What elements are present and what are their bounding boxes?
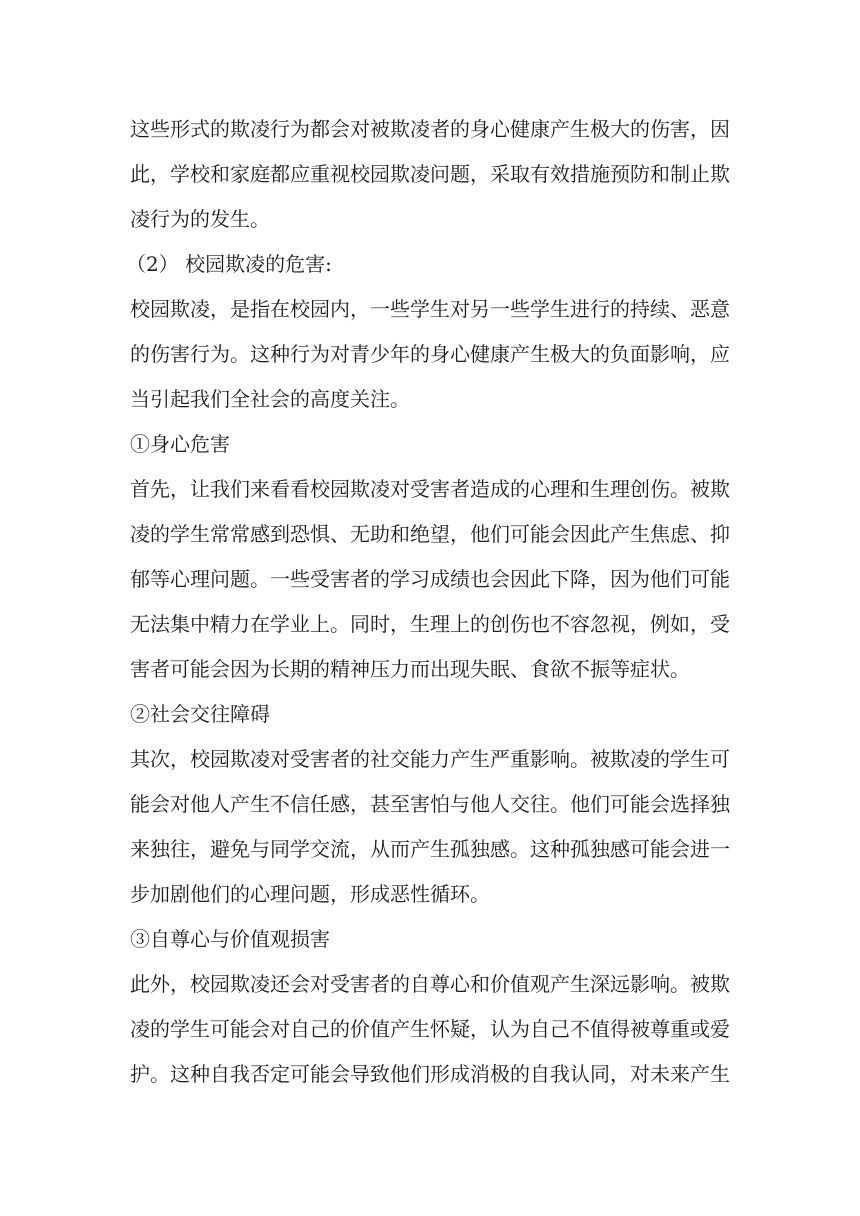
paragraph-bullying-forms-conclusion: 这些形式的欺凌行为都会对被欺凌者的身心健康产生极大的伤害，因此，学校和家庭都应重视校园欺凌问题，采取有效措施预防和制止欺凌行为的发生。 <box>130 117 730 231</box>
paragraph-self-esteem-damage: 此外，校园欺凌还会对受害者的自尊心和价值观产生深远影响。被欺凌的学生可能会对自己的价值产生怀疑，认为自己不值得被尊重或爱护。这种自我否定可能会导致他们形成消极的自我认同，对未来产生 <box>130 972 730 1086</box>
paragraph-physical-mental-harm: 首先，让我们来看看校园欺凌对受害者造成的心理和生理创伤。被欺凌的学生常常感到恐惧、无助和绝望，他们可能会因此产生焦虑、抑郁等心理问题。一些受害者的学习成绩也会因此下降，因为他们可能无法集中精力在学业上。同时，生理上的创伤也不容忽视，例如，受害者可能会因为长期的精神压力而出现失眠、食欲不振等症状。 <box>130 477 730 681</box>
section-heading-harms: （2） 校园欺凌的危害: <box>126 252 332 276</box>
subheading-physical-mental-harm: ①身心危害 <box>130 432 230 456</box>
paragraph-bullying-definition: 校园欺凌，是指在校园内，一些学生对另一些学生进行的持续、恶意的伤害行为。这种行为对青少年的身心健康产生极大的负面影响，应当引起我们全社会的高度关注。 <box>130 297 730 411</box>
paragraph-social-obstacles: 其次，校园欺凌对受害者的社交能力产生严重影响。被欺凌的学生可能会对他人产生不信任感，甚至害怕与他人交往。他们可能会选择独来独往，避免与同学交流，从而产生孤独感。这种孤独感可能会进一步加剧他们的心理问题，形成恶性循环。 <box>130 747 730 906</box>
subheading-self-esteem-damage: ③自尊心与价值观损害 <box>130 927 330 951</box>
subheading-social-obstacles: ②社会交往障碍 <box>130 702 270 726</box>
document-body <box>126 107 730 1097</box>
